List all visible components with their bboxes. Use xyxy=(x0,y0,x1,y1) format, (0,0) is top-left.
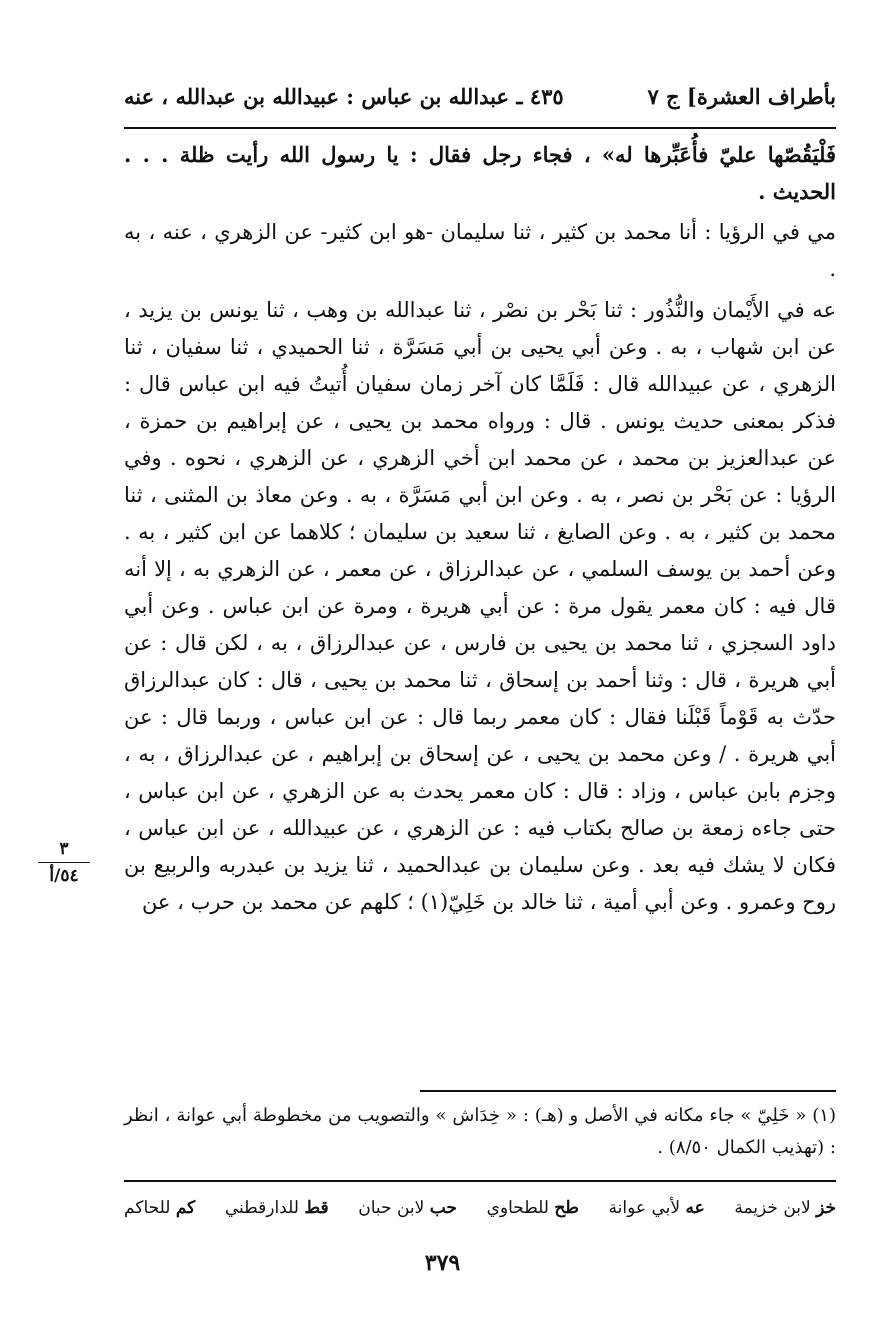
sigla-item xyxy=(487,1198,579,1218)
sigla-rule xyxy=(124,1180,836,1182)
sigla-source: لابن حبان xyxy=(358,1198,425,1218)
paragraph-3: عه في الأَيْمان والنُّذُور : ثنا بَحْر بن نصْر ، ثنا عبدالله بن وهب ، ثنا يونس بن يزيد ، عن ابن شهاب ، به . وعن أبي يحيى بن أبي مَسَرَّة ، ثنا الحميدي ، ثنا سفيان ، ثنا الزهري ، عن عبيدالله قال : فَلَمَّا كان آخر زمان سفيان أُتيتُ فيه ابن عباس قال : فذكر بمعنى حديث يونس . قال : ورواه محمد بن يحيى ، عن إبراهيم بن حمزة ، عن عبدالعزيز بن محمد ، عن محمد ابن أخي الزهري ، عن الزهري ، نحوه . وفي الرؤيا : عن بَحْر بن نصر ، به . وعن ابن أبي مَسَرَّة ، به . وعن معاذ بن المثنى ، ثنا محمد بن كثير ، به . وعن الصايغ ، ثنا سعيد بن سليمان ؛ كلاهما عن ابن كثير ، به . وعن أحمد بن يوسف السلمي ، عن عبدالرزاق ، عن معمر ، عن الزهري به ، إلا أنه قال فيه : كان معمر يقول مرة : عن أبي هريرة ، ومرة عن ابن عباس . وعن أبي داود السجزي ، ثنا محمد بن يحيى بن فارس ، عن عبدالرزاق ، به ، لكن قال : عن أبي هريرة ، قال : وثنا أحمد بن إسحاق ، ثنا محمد بن يحيى ، قال : كان عبدالرزاق حدّث به قَوْماً قَبْلَنا فقال : كان معمر ربما قال : عن ابن عباس ، وربما قال : عن أبي هريرة . / وعن محمد بن يحيى ، عن إسحاق بن إبراهيم ، عن عبدالرزاق ، به ، وجزم بابن عباس ، وزاد : قال : كان معمر يحدث به عن الزهري ، عن ابن عباس ، حتى جاءه زمعة بن صالح بكتاب فيه : عن الزهري ، عن عبيدالله ، عن ابن عباس ، فكان لا يشك فيه بعد . وعن سليمان بن عبدالحميد ، ثنا يزيد بن عبدربه والربيع بن روح وعمرو . وعن أبي أمية ، ثنا خالد بن خَلِيّ(١) ؛ كلهم عن محمد بن حرب ، عن xyxy=(124,298,836,914)
main-text xyxy=(124,136,836,925)
header-book-title: بأطراف العشرة] ج ٧ xyxy=(647,83,836,109)
manuscript-folio-note xyxy=(38,838,90,887)
running-header xyxy=(124,78,836,114)
sigla-abbr: طح xyxy=(554,1198,579,1218)
sigla-source: للدارقطني xyxy=(224,1198,299,1218)
sigla-item xyxy=(225,1198,329,1218)
sigla-abbr: كم xyxy=(175,1198,196,1218)
sigla-item xyxy=(609,1198,705,1218)
sigla-item xyxy=(358,1198,457,1218)
footnote-rule xyxy=(420,1090,836,1092)
header-chapter-title: ٤٣٥ ـ عبدالله بن عباس : عبيدالله بن عبدالله ، عنه xyxy=(124,83,564,109)
sigla-abbr: قط xyxy=(304,1198,329,1218)
sigla-source: لابن خزيمة xyxy=(734,1198,811,1218)
folio-marker-number: ٣ xyxy=(38,838,90,863)
sigla-abbr: خز xyxy=(816,1198,836,1218)
sigla-item xyxy=(124,1198,195,1218)
sigla-source: لأبي عوانة xyxy=(608,1198,681,1218)
header-rule xyxy=(124,127,836,129)
sigla-item xyxy=(734,1198,836,1218)
folio-marker-page: ٥٤/أ xyxy=(49,866,79,886)
sigla-abbr: عه xyxy=(685,1198,705,1218)
sigla-abbr: حب xyxy=(429,1198,457,1218)
footnote: (١) « خَلِيّ » جاء مكانه في الأصل و (هـ) : « خِدَاش » والتصويب من مخطوطة أبي عوانة ، انظر : (تهذيب الكمال ٨/٥٠) . xyxy=(124,1105,836,1158)
sigla-source: للطحاوي xyxy=(486,1198,549,1218)
paragraph-2: مي في الرؤيا : أنا محمد بن كثير ، ثنا سليمان -هو ابن كثير- عن الزهري ، عنه ، به . xyxy=(124,220,836,281)
sigla-legend xyxy=(124,1190,836,1226)
paragraph-1: فَلْيَقُصّها عليّ فأُعَبِّرها له» ، فجاء رجل فقال : يا رسول الله رأيت ظلة . . . الحديث . xyxy=(124,142,836,204)
sigla-source: للحاكم xyxy=(124,1198,171,1218)
page-number: ٣٧٩ xyxy=(424,1250,461,1276)
